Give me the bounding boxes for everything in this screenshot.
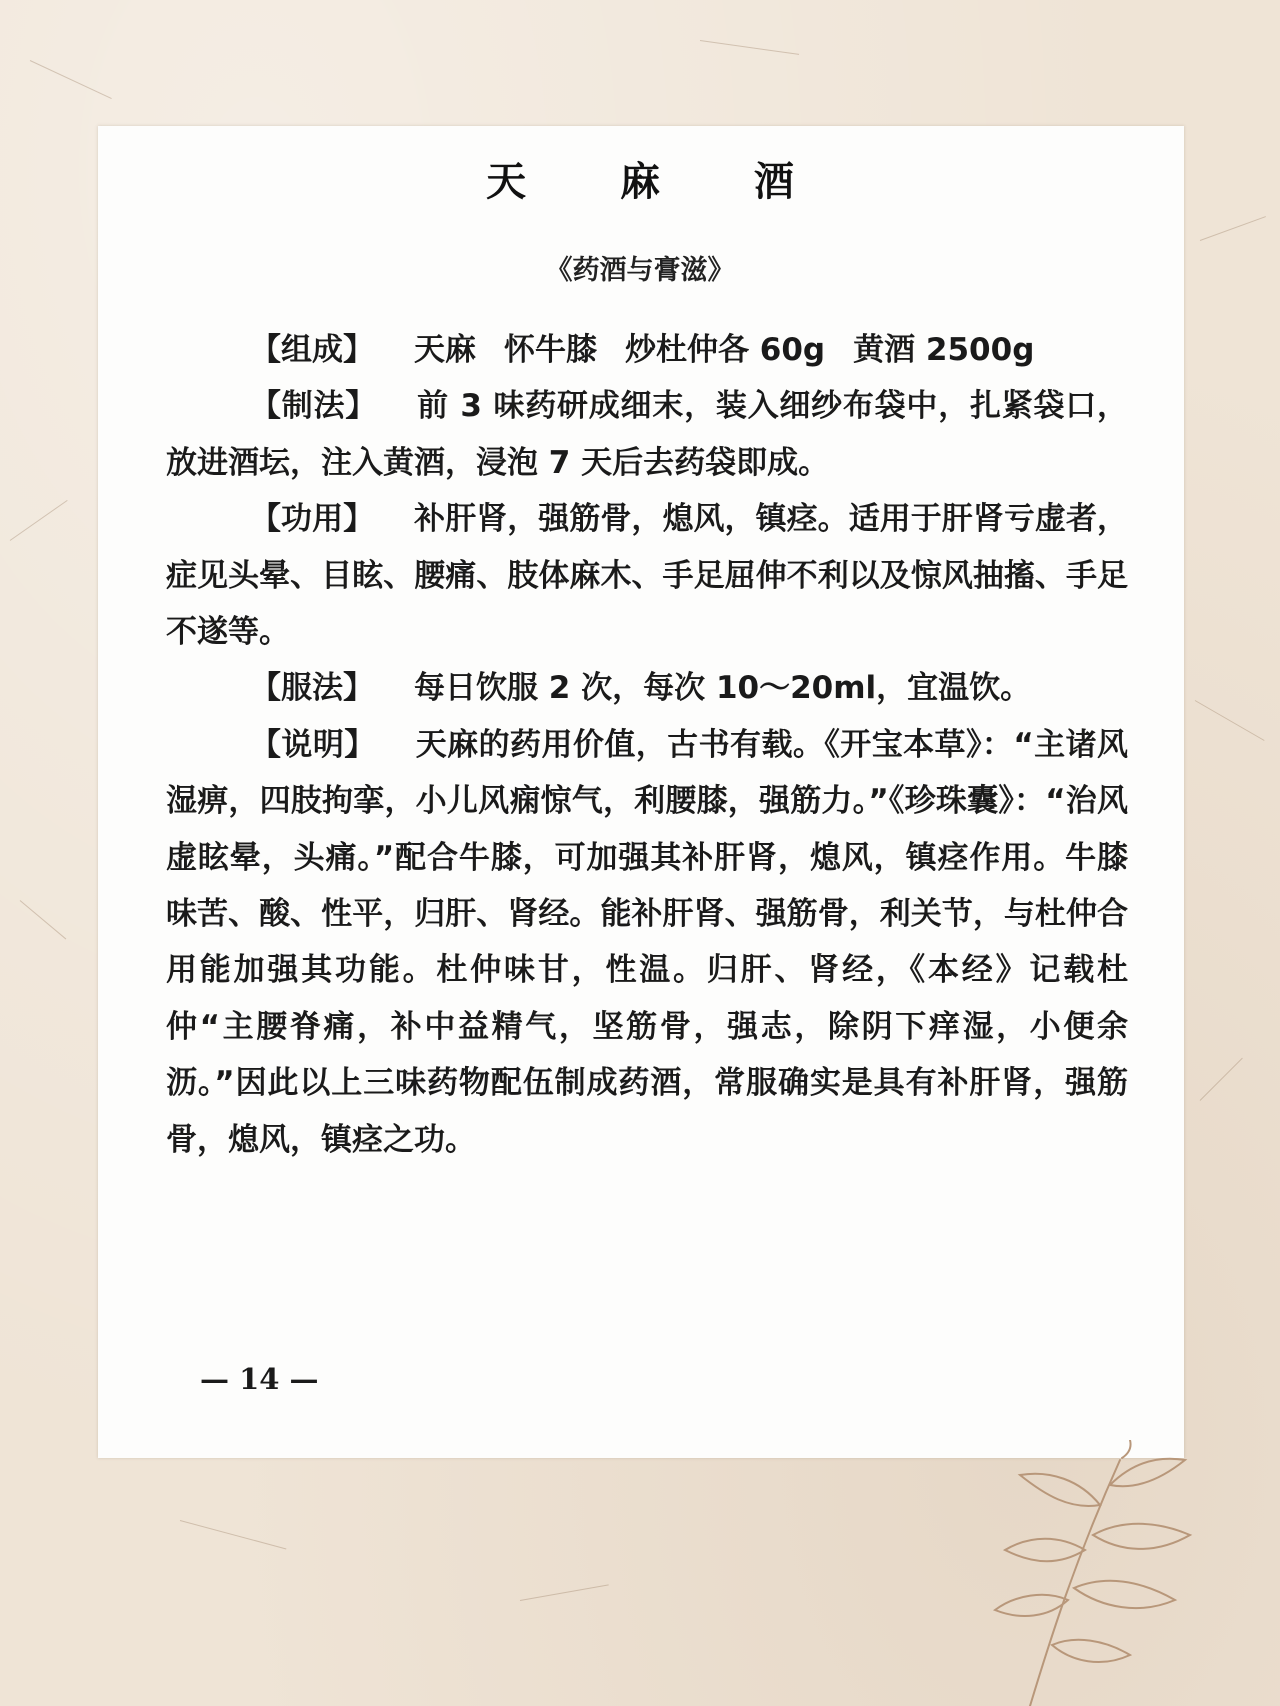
composition-heading: 【组成】 xyxy=(250,332,374,368)
page-number: — 14 — xyxy=(200,1362,319,1396)
paper-fiber xyxy=(1200,1058,1243,1101)
function-text: 补肝肾，强筋骨，熄风，镇痉。适用于肝肾亏虚者，症见头晕、目眩、腰痛、肢体麻木、手足屈伸不利以及惊风抽搐、手足不遂等。 xyxy=(166,501,1128,651)
recipe-body xyxy=(166,322,1128,1168)
ingredient-item: 炒杜仲各 60g xyxy=(625,332,826,368)
leaf-branch-icon xyxy=(990,1440,1240,1706)
dosage-paragraph xyxy=(166,660,1128,716)
explanation-text: 天麻的药用价值，古书有载。《开宝本草》：“主诸风湿痹，四肢拘挛，小儿风痫惊气，利腰膝，强筋力。”《珍珠囊》：“治风虚眩晕，头痛。”配合牛膝，可加强其补肝肾，熄风，镇痉作用。牛膝味苦、酸、性平，归肝、肾经。能补肝肾、强筋骨，利关节，与杜仲合用能加强其功能。杜仲味甘，性温。归肝、肾经，《本经》记载杜仲“主腰脊痛，补中益精气，坚筋骨，强志，除阴下痒湿，小便余沥。”因此以上三味药物配伍制成药酒，常服确实是具有补肝肾，强筋骨，熄风，镇痉之功。 xyxy=(166,726,1129,1158)
function-heading: 【功用】 xyxy=(250,501,375,538)
paper-fiber xyxy=(10,500,68,541)
dosage-text: 每日饮服 2 次，每次 10～20ml，宜温饮。 xyxy=(414,670,1032,707)
ingredient-item: 天麻 xyxy=(414,332,476,368)
paper-fiber xyxy=(180,1520,287,1549)
paper-fiber xyxy=(700,40,799,55)
paper-fiber xyxy=(20,900,67,939)
paper-fiber xyxy=(520,1584,609,1601)
ingredient-item: 怀牛膝 xyxy=(504,332,597,368)
paper-fiber xyxy=(30,60,112,99)
preparation-heading: 【制法】 xyxy=(250,388,378,425)
page-title: 天 麻 酒 xyxy=(486,159,834,205)
dosage-heading: 【服法】 xyxy=(250,670,374,707)
preparation-text: 前 3 味药研成细末，装入细纱布袋中，扎紧袋口，放进酒坛，注入黄酒，浸泡 7 天后去药袋即成。 xyxy=(166,388,1129,481)
ingredient-item: 黄酒 2500g xyxy=(853,332,1035,368)
function-paragraph xyxy=(166,491,1128,660)
composition-paragraph xyxy=(166,322,1128,378)
source-citation: 《药酒与膏滋》 xyxy=(545,255,735,286)
explanation-paragraph xyxy=(166,717,1128,1168)
paper-fiber xyxy=(1195,700,1265,741)
explanation-heading: 【说明】 xyxy=(250,726,376,763)
preparation-paragraph xyxy=(166,378,1128,491)
paper-fiber xyxy=(1200,216,1266,241)
